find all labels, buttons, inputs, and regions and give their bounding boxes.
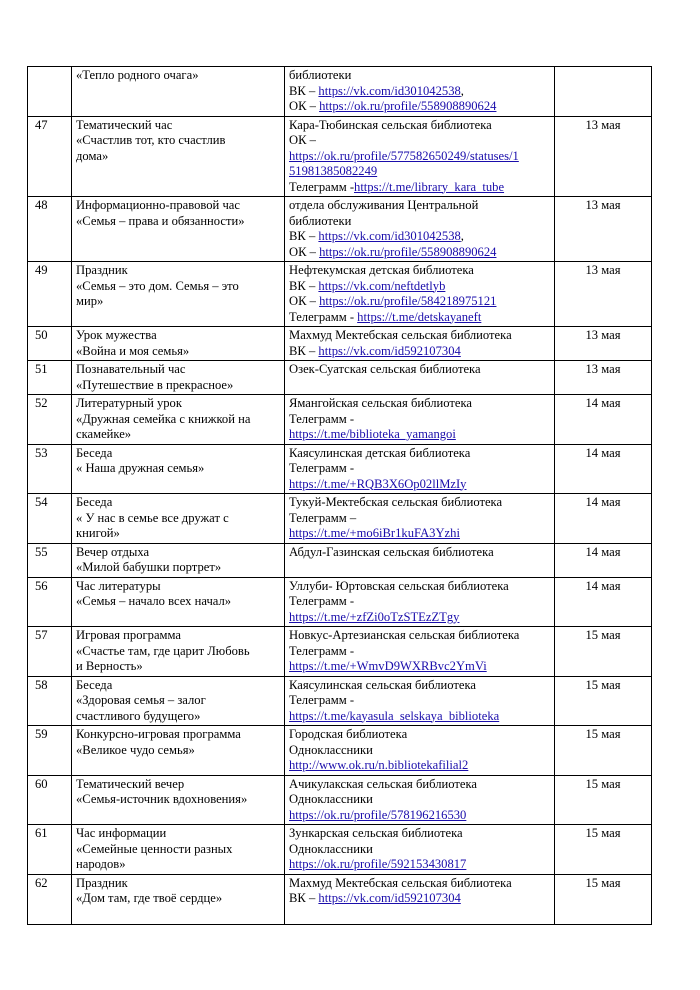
venue-text: ОК – <box>289 133 316 147</box>
event-cell <box>72 197 285 262</box>
venue-line <box>289 84 550 100</box>
event-line: дома» <box>76 148 109 163</box>
venue-line <box>289 709 550 725</box>
venue-link[interactable]: https://t.me/library_kara_tube <box>354 179 505 194</box>
event-line: счастливого будущего» <box>76 708 201 723</box>
event-cell <box>72 825 285 875</box>
venue-line <box>289 594 550 610</box>
event-line: «Война и моя семья» <box>76 343 190 358</box>
venue-link[interactable]: https://vk.com/id592107304 <box>318 891 461 905</box>
event-date: 13 мая <box>555 361 652 395</box>
venue-line <box>289 229 550 245</box>
venue-line <box>289 579 550 595</box>
event-line: Час информации <box>76 826 167 840</box>
venue-line <box>289 891 550 907</box>
event-line: Праздник <box>76 875 128 890</box>
venue-text: ВК – <box>289 343 319 358</box>
venue-link[interactable]: https://t.me/detskayaneft <box>357 309 482 324</box>
event-cell <box>72 444 285 494</box>
venue-line <box>289 180 550 196</box>
venue-line <box>289 857 550 873</box>
venue-line <box>289 792 550 808</box>
venue-text: Телеграмм – <box>289 510 357 525</box>
venue-line <box>289 511 550 527</box>
venue-line <box>289 743 550 759</box>
venue-text: Тукуй-Мектебская сельская библиотека <box>289 495 503 509</box>
event-line: «Семья-источник вдохновения» <box>76 792 248 806</box>
table-row <box>28 116 652 197</box>
venue-text: ВК – <box>289 891 319 905</box>
event-line: Познавательный час <box>76 362 186 376</box>
event-line: Информационно-правовой час <box>76 198 240 212</box>
event-date <box>555 67 652 117</box>
event-line: Вечер отдыха <box>76 544 150 559</box>
event-line: «Семья – начало всех начал» <box>76 594 232 608</box>
row-number: 50 <box>28 327 72 361</box>
venue-cell <box>285 116 555 197</box>
event-date: 15 мая <box>555 775 652 825</box>
venue-text: Телеграмм - <box>289 594 355 608</box>
venue-link[interactable]: https://ok.ru/profile/558908890624 <box>319 244 497 259</box>
row-number: 61 <box>28 825 72 875</box>
event-cell <box>72 543 285 577</box>
event-cell <box>72 775 285 825</box>
venue-text: Ачикулакская сельская библиотека <box>289 776 477 791</box>
table-row <box>28 67 652 117</box>
event-line: Конкурсно-игровая программа <box>76 727 241 741</box>
venue-line <box>289 68 550 84</box>
event-line: Тематический вечер <box>76 776 185 791</box>
venue-line <box>289 659 550 675</box>
venue-link[interactable]: https://ok.ru/profile/577582650249/statuses/1 <box>289 148 519 163</box>
venue-text: Телеграмм - <box>289 693 355 707</box>
event-cell <box>72 262 285 327</box>
venue-cell <box>285 262 555 327</box>
venue-text: Кара-Тюбинская сельская библиотека <box>289 117 492 132</box>
table-row <box>28 627 652 677</box>
venue-cell <box>285 543 555 577</box>
row-number: 59 <box>28 726 72 776</box>
venue-line <box>289 446 550 462</box>
event-line: «Дружная семейка с книжкой на <box>76 411 251 426</box>
row-number: 58 <box>28 676 72 726</box>
venue-cell <box>285 627 555 677</box>
event-line: Игровая программа <box>76 628 181 642</box>
event-cell <box>72 627 285 677</box>
event-cell <box>72 494 285 544</box>
row-number: 52 <box>28 395 72 445</box>
venue-cell <box>285 676 555 726</box>
venue-line <box>289 826 550 842</box>
event-cell <box>72 67 285 117</box>
venue-text: Телеграмм - <box>289 309 358 324</box>
venue-text: Ямангойская сельская библиотека <box>289 396 472 410</box>
venue-link[interactable]: https://t.me/+RQB3X6Op02llMzIy <box>289 476 467 491</box>
venue-line <box>289 344 550 360</box>
venue-text: Телеграмм - <box>289 179 355 194</box>
venue-line <box>289 396 550 412</box>
event-line: мир» <box>76 294 104 308</box>
venue-line <box>289 526 550 542</box>
venue-text: библиотеки <box>289 68 352 82</box>
venue-line <box>289 279 550 295</box>
venue-text: Махмуд Мектебская сельская библиотека <box>289 328 512 342</box>
venue-line <box>289 362 550 378</box>
venue-line <box>289 678 550 694</box>
event-line: « У нас в семье все дружат с <box>76 510 229 525</box>
venue-link[interactable]: http://www.ok.ru/n.bibliotekafilial2 <box>289 758 469 772</box>
venue-cell <box>285 775 555 825</box>
venue-text: ОК – <box>289 244 320 259</box>
event-cell <box>72 726 285 776</box>
venue-link[interactable]: 51981385082249 <box>289 164 378 178</box>
venue-cell <box>285 874 555 924</box>
venue-link[interactable]: https://t.me/biblioteka_yamangoi <box>289 427 456 441</box>
venue-link[interactable]: https://vk.com/id592107304 <box>318 343 461 358</box>
event-date: 14 мая <box>555 444 652 494</box>
event-line: Беседа <box>76 677 113 692</box>
table-row <box>28 775 652 825</box>
venue-line <box>289 495 550 511</box>
event-cell <box>72 874 285 924</box>
venue-text: ОК – <box>289 99 320 113</box>
venue-line <box>289 644 550 660</box>
venue-line <box>289 461 550 477</box>
table-row <box>28 395 652 445</box>
venue-line <box>289 545 550 561</box>
venue-text: Каясулинская детская библиотека <box>289 445 471 460</box>
venue-line <box>289 149 550 165</box>
event-line: и Верность» <box>76 659 143 673</box>
venue-cell <box>285 494 555 544</box>
event-date: 15 мая <box>555 874 652 924</box>
venue-text: библиотеки <box>289 213 352 228</box>
venue-cell <box>285 197 555 262</box>
event-cell <box>72 327 285 361</box>
venue-link[interactable]: https://t.me/+zfZi0oTzSTEzZTgy <box>289 609 460 624</box>
row-number: 48 <box>28 197 72 262</box>
event-line: Урок мужества <box>76 328 157 342</box>
venue-text: Махмуд Мектебская сельская библиотека <box>289 875 512 890</box>
venue-line <box>289 294 550 310</box>
event-date: 14 мая <box>555 543 652 577</box>
venue-line <box>289 758 550 774</box>
event-line: Час литературы <box>76 578 161 593</box>
event-date: 15 мая <box>555 627 652 677</box>
venue-line <box>289 118 550 134</box>
event-line: «Семья – права и обязанности» <box>76 213 245 228</box>
venue-cell <box>285 825 555 875</box>
event-line: Беседа <box>76 445 113 460</box>
venue-line <box>289 777 550 793</box>
venue-text: Телеграмм - <box>289 643 355 658</box>
event-date: 13 мая <box>555 262 652 327</box>
venue-link[interactable]: https://t.me/+WmvD9WXRBvc2YmVi <box>289 659 487 673</box>
event-line: «Семья – это дом. Семья – это <box>76 278 239 293</box>
venue-line <box>289 842 550 858</box>
row-number: 53 <box>28 444 72 494</box>
venue-text: Абдул-Газинская сельская библиотека <box>289 544 494 559</box>
venue-text: Городская библиотека <box>289 727 408 741</box>
row-number: 62 <box>28 874 72 924</box>
table-row <box>28 197 652 262</box>
row-number: 55 <box>28 543 72 577</box>
venue-link[interactable]: https://t.me/+mo6iBr1kuFA3Yzhi <box>289 526 460 540</box>
venue-line <box>289 610 550 626</box>
venue-link[interactable]: https://ok.ru/profile/592153430817 <box>289 857 467 871</box>
venue-text: Телеграмм - <box>289 461 355 475</box>
venue-suffix: , <box>460 229 464 243</box>
venue-line <box>289 214 550 230</box>
venue-text: отдела обслуживания Центральной <box>289 198 479 212</box>
venue-line <box>289 412 550 428</box>
table-row <box>28 361 652 395</box>
table-row <box>28 543 652 577</box>
venue-line <box>289 245 550 261</box>
events-table-body <box>28 67 652 925</box>
venue-line <box>289 198 550 214</box>
event-line: «Здоровая семья – залог <box>76 693 206 707</box>
venue-line <box>289 628 550 644</box>
venue-link[interactable]: https://ok.ru/profile/558908890624 <box>319 99 497 113</box>
event-line: «Дом там, где твоё сердце» <box>76 891 223 905</box>
table-row <box>28 327 652 361</box>
row-number: 60 <box>28 775 72 825</box>
row-number: 51 <box>28 361 72 395</box>
venue-text: ВК – <box>289 278 319 293</box>
event-date: 15 мая <box>555 825 652 875</box>
row-number: 47 <box>28 116 72 197</box>
venue-text: Телеграмм - <box>289 411 355 426</box>
event-date: 14 мая <box>555 494 652 544</box>
table-row <box>28 726 652 776</box>
venue-cell <box>285 726 555 776</box>
venue-text: Новкус-Артезианская сельская библиотека <box>289 628 520 642</box>
venue-cell <box>285 444 555 494</box>
venue-cell <box>285 577 555 627</box>
venue-cell <box>285 327 555 361</box>
venue-line <box>289 427 550 443</box>
event-date: 15 мая <box>555 726 652 776</box>
event-line: «Путешествие в прекрасное» <box>76 377 234 392</box>
venue-text: Нефтекумская детская библиотека <box>289 263 474 277</box>
row-number: 49 <box>28 262 72 327</box>
event-date: 13 мая <box>555 116 652 197</box>
venue-cell <box>285 395 555 445</box>
venue-link[interactable]: https://vk.com/id301042538 <box>318 229 461 243</box>
table-row <box>28 825 652 875</box>
venue-suffix: , <box>460 83 464 98</box>
event-line: Тематический час <box>76 117 173 132</box>
events-table <box>27 66 652 925</box>
venue-text: Одноклассники <box>289 742 373 757</box>
venue-text: ВК – <box>289 229 319 243</box>
table-row <box>28 494 652 544</box>
venue-link[interactable]: https://t.me/kayasula_selskaya_biblioteka <box>289 708 500 723</box>
event-line: «Счастье там, где царит Любовь <box>76 643 250 658</box>
event-line: «Тепло родного очага» <box>76 68 199 82</box>
venue-link[interactable]: https://vk.com/id301042538 <box>318 83 461 98</box>
row-number: 57 <box>28 627 72 677</box>
event-line: Беседа <box>76 495 113 509</box>
venue-text: ОК – <box>289 294 320 308</box>
venue-link[interactable]: https://vk.com/neftdetlyb <box>318 278 446 293</box>
event-line: народов» <box>76 857 126 871</box>
table-row <box>28 444 652 494</box>
event-date: 13 мая <box>555 197 652 262</box>
venue-line <box>289 99 550 115</box>
venue-text: ВК – <box>289 83 319 98</box>
event-date: 14 мая <box>555 395 652 445</box>
venue-text: Зункарская сельская библиотека <box>289 826 463 840</box>
venue-cell <box>285 361 555 395</box>
row-number: 56 <box>28 577 72 627</box>
row-number <box>28 67 72 117</box>
event-line: «Милой бабушки портрет» <box>76 560 222 574</box>
event-line: скамейке» <box>76 427 132 441</box>
event-cell <box>72 116 285 197</box>
venue-line <box>289 310 550 326</box>
venue-text: Уллуби- Юртовская сельская библиотека <box>289 578 509 593</box>
venue-line <box>289 133 550 149</box>
event-cell <box>72 395 285 445</box>
venue-text: Одноклассники <box>289 841 373 856</box>
event-line: «Семейные ценности разных <box>76 841 233 856</box>
venue-line <box>289 164 550 180</box>
table-row <box>28 676 652 726</box>
venue-line <box>289 477 550 493</box>
venue-link[interactable]: https://ok.ru/profile/578196216530 <box>289 807 467 822</box>
event-line: « Наша дружная семья» <box>76 461 205 475</box>
venue-line <box>289 727 550 743</box>
venue-line <box>289 808 550 824</box>
event-line: «Великое чудо семья» <box>76 742 195 757</box>
event-date: 14 мая <box>555 577 652 627</box>
event-line: книгой» <box>76 526 120 540</box>
venue-line <box>289 328 550 344</box>
venue-text: Озек-Суатская сельская библиотека <box>289 362 481 376</box>
venue-text: Каясулинская сельская библиотека <box>289 677 477 692</box>
row-number: 54 <box>28 494 72 544</box>
venue-line <box>289 693 550 709</box>
venue-text: Одноклассники <box>289 792 373 806</box>
venue-line <box>289 876 550 892</box>
event-cell <box>72 676 285 726</box>
event-line: Праздник <box>76 263 128 277</box>
table-row <box>28 577 652 627</box>
event-date: 13 мая <box>555 327 652 361</box>
event-line: Литературный урок <box>76 396 182 410</box>
table-row <box>28 874 652 924</box>
event-date: 15 мая <box>555 676 652 726</box>
table-row <box>28 262 652 327</box>
venue-line <box>289 263 550 279</box>
venue-cell <box>285 67 555 117</box>
event-line: «Счастлив тот, кто счастлив <box>76 133 226 147</box>
event-cell <box>72 361 285 395</box>
event-cell <box>72 577 285 627</box>
venue-link[interactable]: https://ok.ru/profile/584218975121 <box>319 294 497 308</box>
